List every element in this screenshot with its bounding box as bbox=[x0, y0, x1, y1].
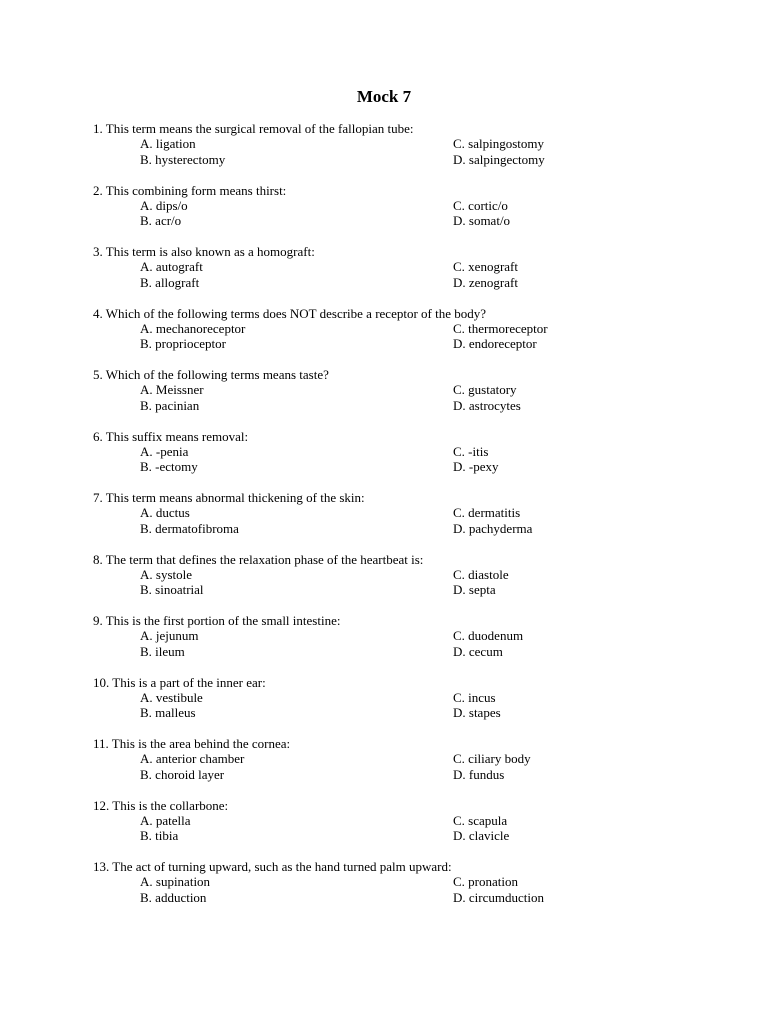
question-4-option-d: D. endoreceptor bbox=[453, 336, 537, 352]
question-9 bbox=[93, 613, 733, 675]
question-5-options-row-1 bbox=[93, 382, 733, 397]
question-12-text: 12. This is the collarbone: bbox=[93, 797, 229, 813]
question-3-options-row-2 bbox=[93, 275, 733, 290]
question-11 bbox=[93, 736, 733, 798]
question-7-option-d: D. pachyderma bbox=[453, 520, 533, 536]
question-4-options-row-1 bbox=[93, 321, 733, 336]
question-5-option-a: A. Meissner bbox=[140, 382, 204, 398]
question-10-options-row-1 bbox=[93, 690, 733, 705]
question-2-text: 2. This combining form means thirst: bbox=[93, 182, 287, 198]
question-4-options-row-2 bbox=[93, 336, 733, 351]
question-11-option-c: C. ciliary body bbox=[453, 751, 531, 767]
question-12-option-d: D. clavicle bbox=[453, 828, 510, 844]
question-9-option-d: D. cecum bbox=[453, 643, 503, 659]
question-2-options-row-2 bbox=[93, 213, 733, 228]
question-1-options-row-2 bbox=[93, 152, 733, 167]
question-7-options-row-2 bbox=[93, 521, 733, 536]
question-8-text: 8. The term that defines the relaxation phase of the heartbeat is: bbox=[93, 551, 424, 567]
question-2-options-row-1 bbox=[93, 198, 733, 213]
question-1-option-c: C. salpingostomy bbox=[453, 136, 545, 152]
question-1-option-a: A. ligation bbox=[140, 136, 196, 152]
question-6-option-b: B. -ectomy bbox=[140, 459, 198, 475]
question-5-option-c: C. gustatory bbox=[453, 382, 517, 398]
question-5-option-d: D. astrocytes bbox=[453, 397, 521, 413]
question-9-options-row-2 bbox=[93, 644, 733, 659]
question-2-option-b: B. acr/o bbox=[140, 213, 182, 229]
question-11-options-row-1 bbox=[93, 751, 733, 766]
question-4-option-b: B. proprioceptor bbox=[140, 336, 226, 352]
question-10-options-row-2 bbox=[93, 705, 733, 720]
question-5-options-row-2 bbox=[93, 398, 733, 413]
question-12 bbox=[93, 798, 733, 860]
question-10-option-a: A. vestibule bbox=[140, 689, 203, 705]
question-1 bbox=[93, 121, 733, 183]
question-10-option-c: C. incus bbox=[453, 689, 496, 705]
question-9-text: 9. This is the first portion of the small intestine: bbox=[93, 613, 341, 628]
question-6-option-a: A. -penia bbox=[140, 443, 189, 459]
question-3 bbox=[93, 244, 733, 306]
question-3-option-d: D. zenograft bbox=[453, 274, 518, 290]
question-12-options-row-2 bbox=[93, 828, 733, 843]
question-6-options-row-2 bbox=[93, 459, 733, 474]
question-10-option-b: B. malleus bbox=[140, 705, 196, 721]
question-6-option-c: C. -itis bbox=[453, 443, 489, 459]
question-7-option-c: C. dermatitis bbox=[453, 505, 521, 521]
question-3-option-c: C. xenograft bbox=[453, 259, 518, 275]
question-9-options-row-1 bbox=[93, 628, 733, 643]
question-10-text: 10. This is a part of the inner ear: bbox=[93, 674, 266, 690]
question-9-option-b: B. ileum bbox=[140, 643, 185, 659]
question-4-option-a: A. mechanoreceptor bbox=[140, 320, 246, 336]
question-6-options-row-1 bbox=[93, 444, 733, 459]
question-1-option-d: D. salpingectomy bbox=[453, 151, 545, 167]
question-8-option-a: A. systole bbox=[140, 566, 192, 582]
question-9-option-a: A. jejunum bbox=[140, 628, 199, 644]
question-list bbox=[93, 121, 733, 921]
question-1-text: 1. This term means the surgical removal of the fallopian tube: bbox=[93, 121, 414, 136]
question-11-option-a: A. anterior chamber bbox=[140, 751, 245, 767]
question-13-option-a: A. supination bbox=[140, 874, 211, 890]
question-3-options-row-1 bbox=[93, 259, 733, 274]
question-12-option-b: B. tibia bbox=[140, 828, 179, 844]
question-6-text: 6. This suffix means removal: bbox=[93, 428, 249, 444]
question-12-option-c: C. scapula bbox=[453, 812, 508, 828]
question-1-options-row-1 bbox=[93, 136, 733, 151]
page-title: Mock 7 bbox=[356, 87, 412, 106]
question-7-text: 7. This term means abnormal thickening of the skin: bbox=[93, 490, 365, 505]
question-13-option-c: C. pronation bbox=[453, 874, 518, 890]
question-13 bbox=[93, 859, 733, 921]
question-2 bbox=[93, 183, 733, 245]
question-8-options-row-2 bbox=[93, 582, 733, 597]
question-12-option-a: A. patella bbox=[140, 812, 191, 828]
question-4-text: 4. Which of the following terms does NOT describe a receptor of the body? bbox=[93, 305, 487, 321]
question-11-option-b: B. choroid layer bbox=[140, 766, 225, 782]
question-8-option-d: D. septa bbox=[453, 582, 496, 598]
question-5 bbox=[93, 367, 733, 429]
question-8 bbox=[93, 552, 733, 614]
question-10 bbox=[93, 675, 733, 737]
question-2-option-a: A. dips/o bbox=[140, 197, 188, 213]
question-8-option-b: B. sinoatrial bbox=[140, 582, 204, 598]
question-4-option-c: C. thermoreceptor bbox=[453, 320, 548, 336]
question-11-options-row-2 bbox=[93, 767, 733, 782]
question-3-option-b: B. allograft bbox=[140, 274, 200, 290]
question-4 bbox=[93, 306, 733, 368]
question-2-option-c: C. cortic/o bbox=[453, 197, 508, 213]
question-13-text: 13. The act of turning upward, such as the hand turned palm upward: bbox=[93, 859, 452, 874]
question-7-option-a: A. ductus bbox=[140, 505, 190, 521]
question-6-option-d: D. -pexy bbox=[453, 459, 499, 475]
question-11-text: 11. This is the area behind the cornea: bbox=[93, 736, 291, 751]
question-7-options-row-1 bbox=[93, 505, 733, 520]
question-13-option-d: D. circumduction bbox=[453, 889, 544, 905]
question-13-option-b: B. adduction bbox=[140, 889, 207, 905]
question-3-option-a: A. autograft bbox=[140, 259, 203, 275]
question-9-option-c: C. duodenum bbox=[453, 628, 524, 644]
question-3-text: 3. This term is also known as a homograft: bbox=[93, 244, 315, 259]
question-7 bbox=[93, 490, 733, 552]
question-5-option-b: B. pacinian bbox=[140, 397, 200, 413]
question-13-options-row-2 bbox=[93, 890, 733, 905]
question-1-option-b: B. hysterectomy bbox=[140, 151, 226, 167]
question-10-option-d: D. stapes bbox=[453, 705, 501, 721]
question-13-options-row-1 bbox=[93, 874, 733, 889]
question-8-options-row-1 bbox=[93, 567, 733, 582]
question-8-option-c: C. diastole bbox=[453, 566, 509, 582]
question-5-text: 5. Which of the following terms means taste? bbox=[93, 367, 329, 382]
question-11-option-d: D. fundus bbox=[453, 766, 505, 782]
question-7-option-b: B. dermatofibroma bbox=[140, 520, 239, 536]
question-2-option-d: D. somat/o bbox=[453, 213, 511, 229]
question-6 bbox=[93, 429, 733, 491]
question-12-options-row-1 bbox=[93, 813, 733, 828]
